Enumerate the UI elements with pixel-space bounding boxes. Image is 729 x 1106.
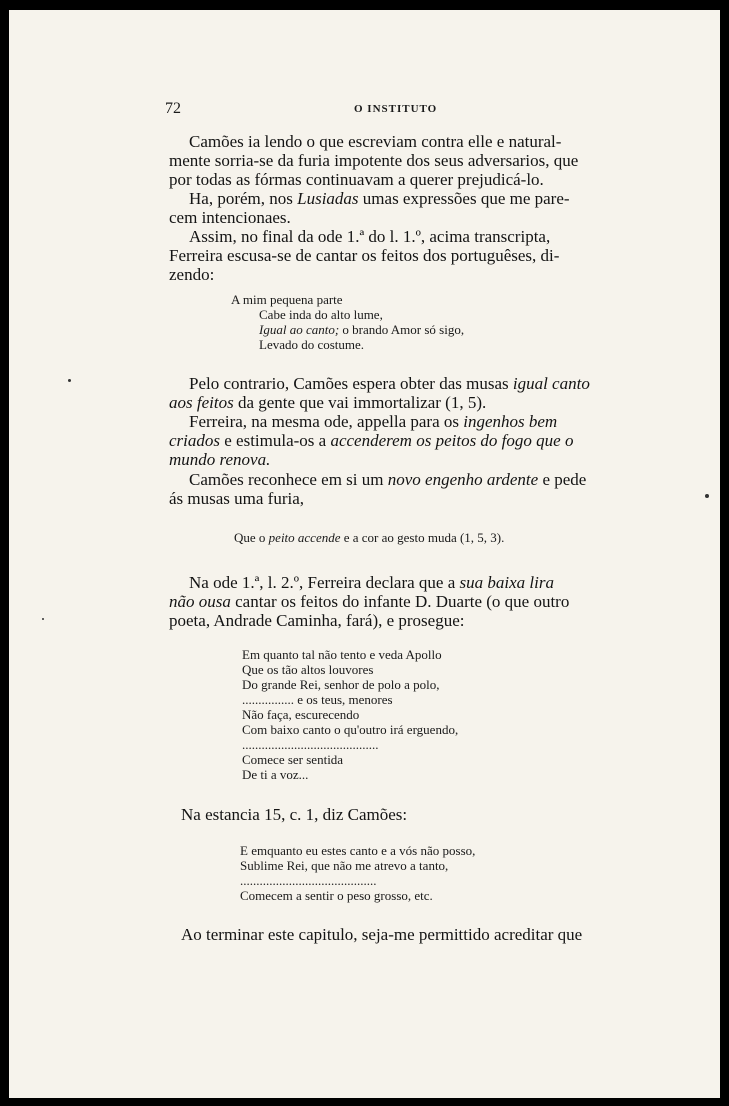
text-run-italic: ingenhos bem [463, 412, 558, 431]
text-line: mente sorria-se da furia impotente dos seus adversarios, que [169, 151, 579, 170]
text-line: ás musas uma furia, [169, 489, 305, 508]
paragraph-7 [169, 573, 634, 630]
text-run-italic: Igual ao canto; [259, 322, 340, 337]
verse-line: Com baixo canto o qu'outro irá erguendo, [242, 722, 459, 737]
text-line [169, 189, 634, 208]
verse-line [231, 322, 464, 337]
verse-line: E emquanto eu estes canto e a vós não posso, [240, 843, 476, 858]
text-line [169, 450, 634, 469]
paragraph-9: Ao terminar este capitulo, seja-me permittido acreditar que [181, 925, 583, 944]
text-run: Pelo contrario, Camões espera obter das musas [189, 374, 513, 393]
verse-line: Levado do costume. [259, 337, 365, 352]
text-line: poeta, Andrade Caminha, fará), e prosegue: [169, 611, 465, 630]
verse-line: Do grande Rei, senhor de polo a polo, [242, 677, 440, 692]
verse-line: De ti a voz... [242, 767, 309, 782]
verse-line: A mim pequena parte [231, 292, 343, 307]
text-run: Ha, porém, nos [189, 189, 298, 208]
text-run-italic: peito accende [268, 530, 341, 545]
text-line: zendo: [169, 265, 215, 284]
text-run: e estimula-os a [220, 431, 331, 450]
text-run: Que o [234, 530, 269, 545]
paragraph-6 [169, 470, 634, 508]
paragraph-8: Na estancia 15, c. 1, diz Camões: [181, 805, 408, 824]
verse-line: Comecem a sentir o peso grosso, etc. [240, 888, 433, 903]
text-run-italic: aos feitos [169, 393, 234, 412]
text-run-italic: não ousa [169, 592, 231, 611]
paper-speck [705, 494, 709, 498]
document-page [9, 10, 720, 1098]
page-number: 72 [165, 100, 181, 117]
verse-block-3 [240, 843, 475, 903]
running-title: O INSTITUTO [354, 103, 438, 115]
text-run: umas expressões que me pare- [358, 189, 570, 208]
text-line [169, 592, 634, 611]
verse-line: Sublime Rei, que não me atrevo a tanto, [240, 858, 449, 873]
paragraph-5 [169, 412, 634, 469]
text-run-italic: mundo renova. [169, 450, 271, 469]
text-run: cantar os feitos do infante D. Duarte (o que outro [230, 592, 570, 611]
verse-line: .......................................... [242, 737, 379, 752]
text-run: da gente que vai immortalizar (1, 5). [233, 393, 487, 412]
text-run: e pede [538, 470, 587, 489]
text-line [169, 412, 634, 431]
title-lusiadas: Lusiadas [297, 189, 359, 208]
paragraph-4 [169, 374, 634, 412]
text-run-italic: novo engenho ardente [387, 470, 539, 489]
text-run-italic: accenderem os peitos do fogo que o [330, 431, 574, 450]
text-line [169, 374, 634, 393]
text-run-italic: igual canto [512, 374, 590, 393]
verse-line: .......................................... [240, 873, 377, 888]
text-run-italic: sua baixa lira [459, 573, 554, 592]
text-line [169, 393, 634, 412]
paragraph-2 [169, 189, 634, 227]
verse-line: Cabe inda do alto lume, [259, 307, 383, 322]
text-line: Ferreira escusa-se de cantar os feitos dos portuguêses, di- [169, 246, 560, 265]
text-line: por todas as fórmas continuavam a querer prejudicá-lo. [169, 170, 544, 189]
quote-line [234, 530, 504, 546]
verse-line: Que os tão altos louvores [242, 662, 374, 677]
paragraph-3 [169, 227, 634, 284]
paragraph-1 [169, 132, 634, 189]
verse-line: Comece ser sentida [242, 752, 344, 767]
verse-block-1 [231, 292, 464, 352]
text-line: Camões ia lendo o que escreviam contra elle e natural- [189, 132, 562, 151]
text-run: o brando Amor só sigo, [339, 322, 465, 337]
text-line [169, 470, 634, 489]
paper-speck [68, 379, 71, 382]
verse-line: Não faça, escurecendo [242, 707, 360, 722]
verse-block-2 [242, 647, 458, 782]
text-run: Ferreira, na mesma ode, appella para os [189, 412, 464, 431]
text-run: Na ode 1.ª, l. 2.º, Ferreira declara que a [189, 573, 460, 592]
verse-line: Em quanto tal não tento e veda Apollo [242, 647, 442, 662]
text-line: cem intencionaes. [169, 208, 291, 227]
text-line [169, 431, 634, 450]
text-run: e a cor ao gesto muda (1, 5, 3). [340, 530, 505, 545]
paper-speck [42, 618, 44, 620]
text-line: Assim, no final da ode 1.ª do l. 1.º, acima transcripta, [189, 227, 551, 246]
text-run: Camões reconhece em si um [189, 470, 388, 489]
verse-line: ................ e os teus, menores [242, 692, 393, 707]
text-line [169, 573, 634, 592]
text-run-italic: criados [169, 431, 220, 450]
